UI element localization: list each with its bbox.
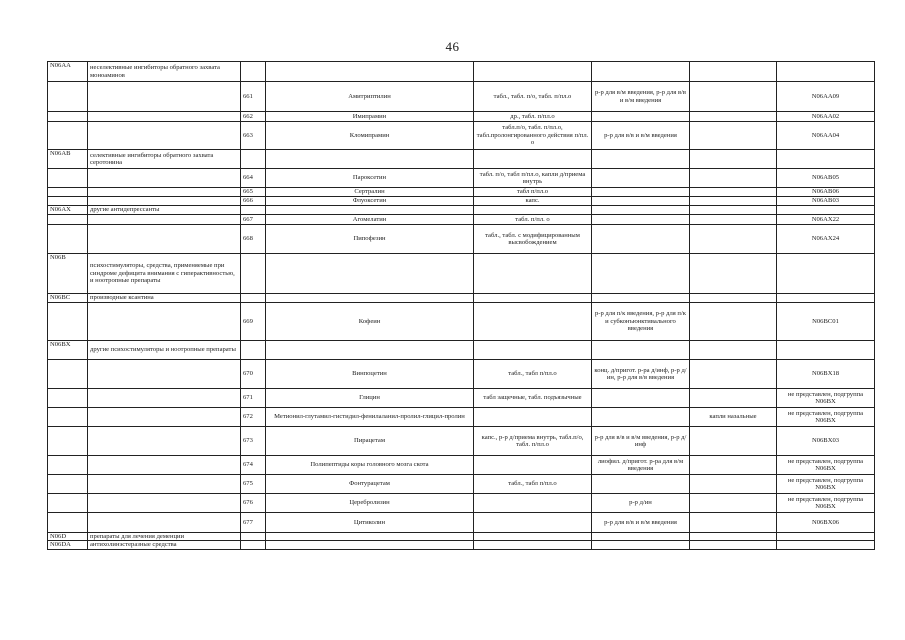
page-number: 46 xyxy=(445,39,460,54)
dosage-form-oral xyxy=(474,294,592,303)
dosage-form-other xyxy=(690,169,777,188)
dosage-form-oral: табл.п/о, табл. п/пл.о, табл.пролонгированного действия п/пл. о xyxy=(474,122,592,150)
row-number: 667 xyxy=(241,215,266,225)
dosage-form-injection xyxy=(592,62,690,82)
group-row xyxy=(48,62,875,82)
drug-row xyxy=(48,494,875,513)
atc-code: N06AA09 xyxy=(777,82,875,112)
atc-group-code: N06B xyxy=(48,254,88,294)
dosage-form-injection xyxy=(592,408,690,427)
atc-group-code: N06D xyxy=(48,533,88,541)
drug-row xyxy=(48,456,875,475)
atc-group-name xyxy=(88,112,241,122)
drug-row xyxy=(48,188,875,197)
row-number xyxy=(241,254,266,294)
atc-group-code xyxy=(48,112,88,122)
atc-group-code: N06BC xyxy=(48,294,88,303)
drug-row xyxy=(48,122,875,150)
group-row xyxy=(48,294,875,303)
atc-group-name xyxy=(88,360,241,389)
atc-group-code xyxy=(48,197,88,206)
atc-group-name: психостимуляторы, средства, применяемые при синдроме дефицита внимания с гиперактивностью, и ноотропные препараты xyxy=(88,254,241,294)
atc-group-name: препараты для лечения деменции xyxy=(88,533,241,541)
row-number: 662 xyxy=(241,112,266,122)
atc-group-name xyxy=(88,82,241,112)
dosage-form-injection xyxy=(592,533,690,541)
atc-group-name xyxy=(88,225,241,254)
row-number: 671 xyxy=(241,389,266,408)
dosage-form-injection: р-р для в/в и в/м введения, р-р д/инф xyxy=(592,427,690,456)
row-number: 673 xyxy=(241,427,266,456)
dosage-form-oral: капс. xyxy=(474,197,592,206)
atc-group-code: N06AA xyxy=(48,62,88,82)
drug-list-table xyxy=(47,61,875,550)
row-number: 663 xyxy=(241,122,266,150)
dosage-form-other xyxy=(690,294,777,303)
atc-group-name xyxy=(88,389,241,408)
dosage-form-oral xyxy=(474,533,592,541)
table-body xyxy=(48,62,875,550)
dosage-form-oral xyxy=(474,456,592,475)
row-number xyxy=(241,541,266,549)
dosage-form-other xyxy=(690,225,777,254)
atc-group-code xyxy=(48,513,88,533)
atc-code xyxy=(777,206,875,215)
dosage-form-oral xyxy=(474,408,592,427)
row-number: 665 xyxy=(241,188,266,197)
row-number xyxy=(241,62,266,82)
atc-group-code xyxy=(48,494,88,513)
dosage-form-other xyxy=(690,197,777,206)
atc-group-code xyxy=(48,360,88,389)
dosage-form-other xyxy=(690,62,777,82)
dosage-form-injection xyxy=(592,389,690,408)
drug-row xyxy=(48,360,875,389)
atc-group-code xyxy=(48,169,88,188)
drug-name: Церебролизин xyxy=(266,494,474,513)
dosage-form-oral xyxy=(474,150,592,169)
dosage-form-injection xyxy=(592,541,690,549)
atc-group-name xyxy=(88,494,241,513)
drug-name: Агомелатин xyxy=(266,215,474,225)
row-number: 668 xyxy=(241,225,266,254)
drug-name: Цитиколин xyxy=(266,513,474,533)
atc-code xyxy=(777,254,875,294)
dosage-form-injection xyxy=(592,341,690,360)
atc-code: не представлен, подгруппа N06BX xyxy=(777,456,875,475)
group-row xyxy=(48,254,875,294)
atc-code xyxy=(777,341,875,360)
atc-group-code xyxy=(48,389,88,408)
atc-group-name: селективные ингибиторы обратного захвата серотонина xyxy=(88,150,241,169)
atc-group-code: N06BX xyxy=(48,341,88,360)
drug-row xyxy=(48,215,875,225)
dosage-form-other xyxy=(690,112,777,122)
atc-group-name xyxy=(88,197,241,206)
dosage-form-oral xyxy=(474,341,592,360)
drug-row xyxy=(48,513,875,533)
drug-name: Полипептиды коры головного мозга скота xyxy=(266,456,474,475)
atc-code: N06AB05 xyxy=(777,169,875,188)
dosage-form-other xyxy=(690,389,777,408)
atc-group-code: N06AB xyxy=(48,150,88,169)
dosage-form-injection xyxy=(592,206,690,215)
dosage-form-injection: р-р д/ин xyxy=(592,494,690,513)
drug-name xyxy=(266,341,474,360)
atc-code xyxy=(777,533,875,541)
dosage-form-other xyxy=(690,254,777,294)
row-number: 666 xyxy=(241,197,266,206)
group-row xyxy=(48,341,875,360)
drug-name: Фонтурацетам xyxy=(266,475,474,494)
drug-row xyxy=(48,225,875,254)
dosage-form-oral: табл., табл. с модифицированным высвобождением xyxy=(474,225,592,254)
atc-group-name: другие психостимуляторы и ноотропные препараты xyxy=(88,341,241,360)
dosage-form-other xyxy=(690,122,777,150)
atc-code xyxy=(777,541,875,549)
drug-name: Имипрамин xyxy=(266,112,474,122)
row-number xyxy=(241,341,266,360)
dosage-form-injection: р-р для в/в и в/м введения xyxy=(592,513,690,533)
drug-row xyxy=(48,197,875,206)
atc-code: не представлен, подгруппа N06BX xyxy=(777,389,875,408)
atc-code: N06AA02 xyxy=(777,112,875,122)
dosage-form-injection xyxy=(592,215,690,225)
row-number: 677 xyxy=(241,513,266,533)
dosage-form-oral xyxy=(474,513,592,533)
dosage-form-oral: капс., р-р д/приема внутрь, табл.п/о, табл. п/пл.о xyxy=(474,427,592,456)
drug-name xyxy=(266,541,474,549)
drug-row xyxy=(48,169,875,188)
dosage-form-injection: р-р для в/в и в/м введения xyxy=(592,122,690,150)
drug-row xyxy=(48,389,875,408)
atc-group-code xyxy=(48,427,88,456)
dosage-form-other xyxy=(690,215,777,225)
dosage-form-oral: табл защечные, табл. подъязычные xyxy=(474,389,592,408)
group-row xyxy=(48,541,875,549)
drug-name xyxy=(266,254,474,294)
dosage-form-injection xyxy=(592,188,690,197)
dosage-form-other xyxy=(690,541,777,549)
atc-code: N06AB06 xyxy=(777,188,875,197)
atc-group-name xyxy=(88,427,241,456)
dosage-form-injection: лиофил. д/пригот. р-ра для в/м введения xyxy=(592,456,690,475)
dosage-form-other xyxy=(690,475,777,494)
atc-group-name xyxy=(88,188,241,197)
drug-name xyxy=(266,206,474,215)
atc-code: не представлен, подгруппа N06BX xyxy=(777,408,875,427)
atc-code: N06BX03 xyxy=(777,427,875,456)
atc-group-name: другие антидепрессанты xyxy=(88,206,241,215)
atc-code: N06AB03 xyxy=(777,197,875,206)
dosage-form-injection xyxy=(592,294,690,303)
atc-code: N06BC01 xyxy=(777,303,875,341)
atc-group-name: производные ксантина xyxy=(88,294,241,303)
dosage-form-other xyxy=(690,494,777,513)
atc-group-name: антихолинэстеразные средства xyxy=(88,541,241,549)
dosage-form-other xyxy=(690,513,777,533)
atc-code: N06BX06 xyxy=(777,513,875,533)
dosage-form-other xyxy=(690,427,777,456)
atc-group-code: N06AX xyxy=(48,206,88,215)
row-number xyxy=(241,294,266,303)
dosage-form-oral xyxy=(474,494,592,513)
row-number: 674 xyxy=(241,456,266,475)
dosage-form-injection xyxy=(592,150,690,169)
dosage-form-oral xyxy=(474,303,592,341)
atc-group-name xyxy=(88,122,241,150)
atc-group-name: неселективные ингибиторы обратного захвата моноаминов xyxy=(88,62,241,82)
dosage-form-oral xyxy=(474,206,592,215)
dosage-form-oral: табл. п/пл. о xyxy=(474,215,592,225)
drug-row xyxy=(48,303,875,341)
atc-group-code xyxy=(48,303,88,341)
atc-group-name xyxy=(88,513,241,533)
atc-group-code xyxy=(48,475,88,494)
atc-group-code xyxy=(48,215,88,225)
atc-group-code xyxy=(48,122,88,150)
dosage-form-other xyxy=(690,360,777,389)
atc-group-code xyxy=(48,82,88,112)
row-number xyxy=(241,206,266,215)
dosage-form-oral xyxy=(474,254,592,294)
drug-name: Пирацетам xyxy=(266,427,474,456)
row-number xyxy=(241,150,266,169)
dosage-form-other xyxy=(690,150,777,169)
dosage-form-other xyxy=(690,456,777,475)
drug-name: Винпоцетин xyxy=(266,360,474,389)
atc-code xyxy=(777,294,875,303)
dosage-form-other xyxy=(690,206,777,215)
atc-group-name xyxy=(88,215,241,225)
atc-code: не представлен, подгруппа N06BX xyxy=(777,494,875,513)
drug-name: Кломипрамин xyxy=(266,122,474,150)
drug-name xyxy=(266,150,474,169)
row-number: 672 xyxy=(241,408,266,427)
dosage-form-oral xyxy=(474,62,592,82)
row-number: 675 xyxy=(241,475,266,494)
drug-row xyxy=(48,112,875,122)
drug-name xyxy=(266,294,474,303)
atc-group-code xyxy=(48,225,88,254)
atc-group-code: N06DA xyxy=(48,541,88,549)
dosage-form-injection: р-р для в/м введения, р-р для в/в и в/м введения xyxy=(592,82,690,112)
dosage-form-injection xyxy=(592,169,690,188)
row-number xyxy=(241,533,266,541)
dosage-form-injection xyxy=(592,475,690,494)
dosage-form-other xyxy=(690,303,777,341)
dosage-form-other xyxy=(690,188,777,197)
atc-code: N06AA04 xyxy=(777,122,875,150)
dosage-form-oral: табл., табл п/пл.о xyxy=(474,360,592,389)
dosage-form-injection: р-р для п/к введения, р-р для п/к и субконъюнктивального введения xyxy=(592,303,690,341)
dosage-form-oral: табл. п/о, табл п/пл.о, капли д/приема внутрь xyxy=(474,169,592,188)
dosage-form-oral xyxy=(474,541,592,549)
row-number: 670 xyxy=(241,360,266,389)
atc-code xyxy=(777,150,875,169)
drug-name: Кофеин xyxy=(266,303,474,341)
group-row xyxy=(48,206,875,215)
drug-row xyxy=(48,408,875,427)
drug-name: Пароксетин xyxy=(266,169,474,188)
atc-code: N06AX22 xyxy=(777,215,875,225)
atc-group-name xyxy=(88,456,241,475)
atc-group-name xyxy=(88,408,241,427)
drug-row xyxy=(48,82,875,112)
row-number: 661 xyxy=(241,82,266,112)
drug-name: Сертралин xyxy=(266,188,474,197)
drug-name: Амитриптилин xyxy=(266,82,474,112)
group-row xyxy=(48,533,875,541)
dosage-form-other xyxy=(690,341,777,360)
dosage-form-injection xyxy=(592,225,690,254)
dosage-form-injection xyxy=(592,112,690,122)
drug-name: Метионил-глутамил-гистидил-фенилаланил-пролил-глицил-пролин xyxy=(266,408,474,427)
atc-code xyxy=(777,62,875,82)
row-number: 676 xyxy=(241,494,266,513)
drug-name xyxy=(266,62,474,82)
drug-row xyxy=(48,475,875,494)
atc-code: N06BX18 xyxy=(777,360,875,389)
dosage-form-oral: табл., табл п/пл.о xyxy=(474,475,592,494)
atc-group-code xyxy=(48,456,88,475)
atc-code: не представлен, подгруппа N06BX xyxy=(777,475,875,494)
dosage-form-oral: табл., табл. п/о, табл. п/пл.о xyxy=(474,82,592,112)
drug-name xyxy=(266,533,474,541)
drug-name: Пипофезин xyxy=(266,225,474,254)
atc-group-code xyxy=(48,188,88,197)
atc-group-code xyxy=(48,408,88,427)
atc-group-name xyxy=(88,475,241,494)
atc-group-name xyxy=(88,169,241,188)
dosage-form-other xyxy=(690,533,777,541)
atc-code: N06AX24 xyxy=(777,225,875,254)
drug-row xyxy=(48,427,875,456)
dosage-form-injection xyxy=(592,254,690,294)
row-number: 664 xyxy=(241,169,266,188)
dosage-form-injection: конц. д/пригот. р-ра д/инф, р-р д/ин, р-р для в/в введения xyxy=(592,360,690,389)
group-row xyxy=(48,150,875,169)
dosage-form-injection xyxy=(592,197,690,206)
dosage-form-other: капли назальные xyxy=(690,408,777,427)
row-number: 669 xyxy=(241,303,266,341)
drug-name: Глицин xyxy=(266,389,474,408)
dosage-form-other xyxy=(690,82,777,112)
dosage-form-oral: др., табл. п/пл.о xyxy=(474,112,592,122)
dosage-form-oral: табл п/пл.о xyxy=(474,188,592,197)
drug-name: Флуоксетин xyxy=(266,197,474,206)
atc-group-name xyxy=(88,303,241,341)
